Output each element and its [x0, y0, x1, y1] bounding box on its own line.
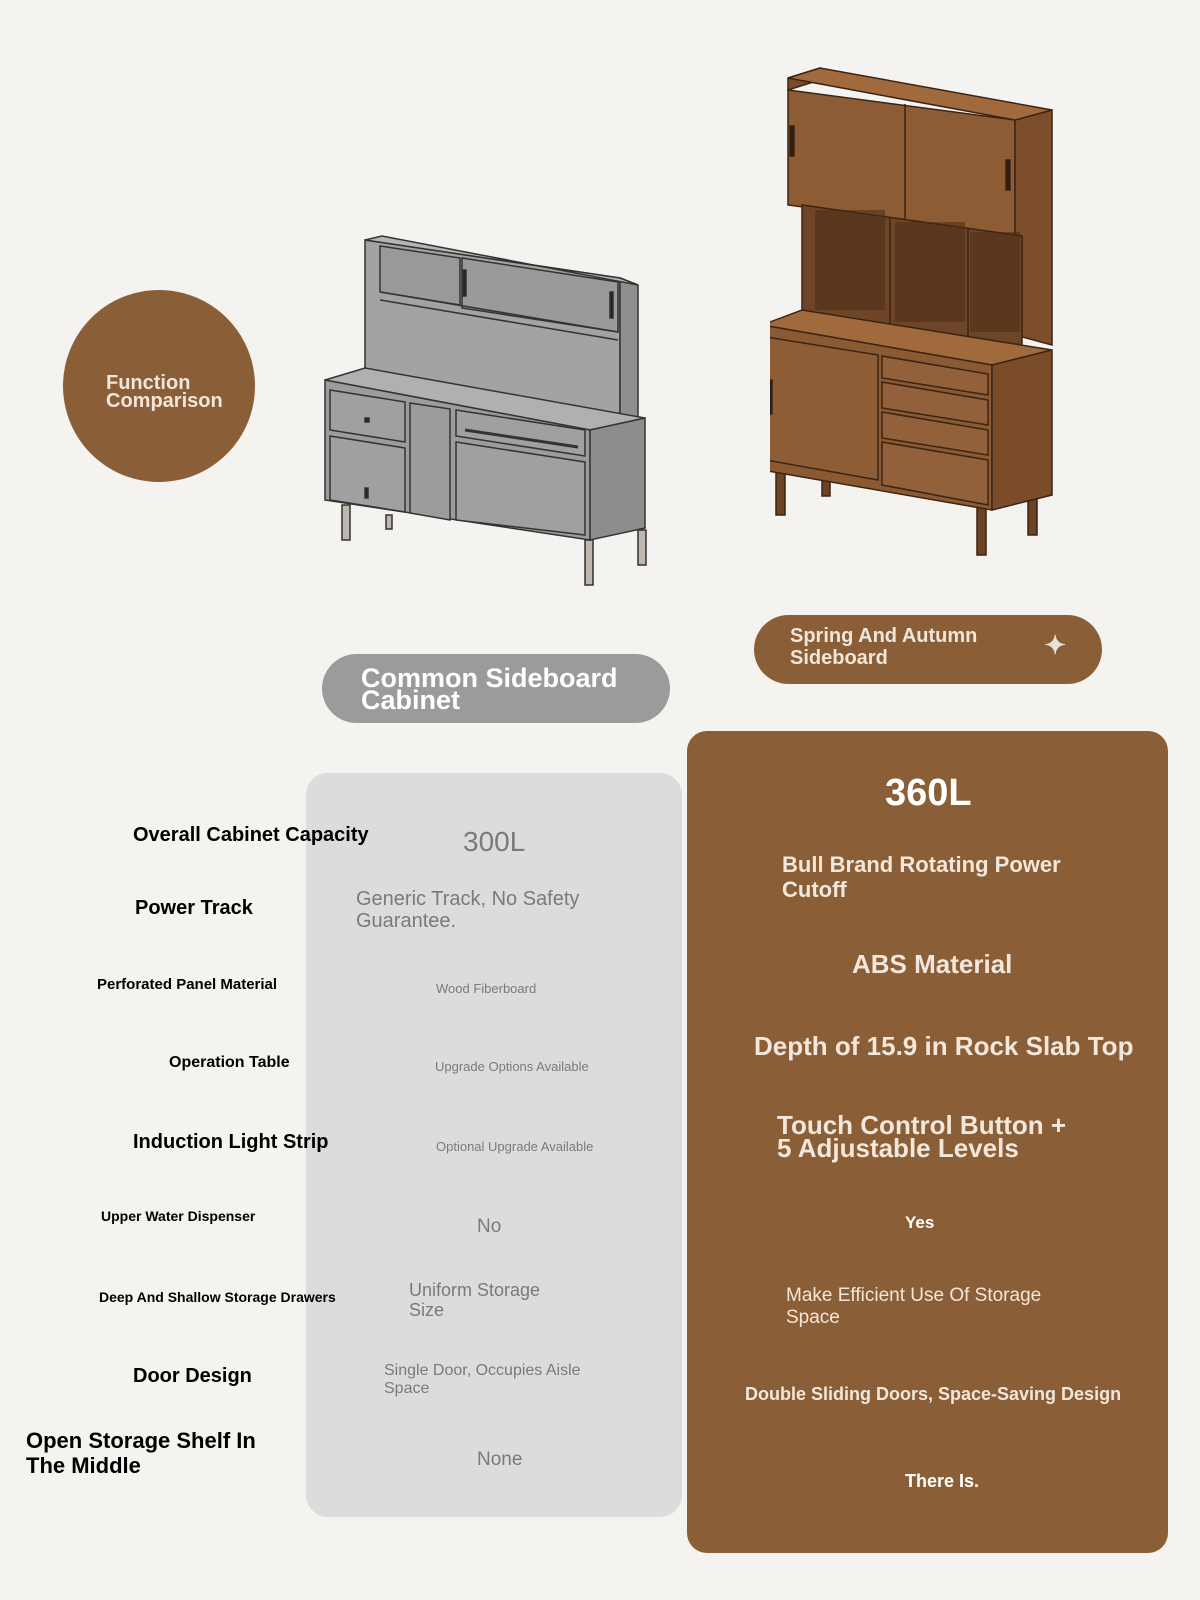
feature-label: Deep And Shallow Storage Drawers — [99, 1289, 336, 1305]
common-value: Optional Upgrade Available — [436, 1139, 594, 1154]
common-value: Wood Fiberboard — [436, 981, 537, 996]
common-sideboard-image — [320, 230, 670, 595]
spring-pill-line-2: Sideboard — [790, 647, 888, 669]
badge-line-2: Comparison — [106, 390, 223, 412]
badge-line-1: Function — [106, 372, 191, 394]
spring-value: Double Sliding Doors, Space-Saving Design — [745, 1384, 1122, 1404]
common-value: Upgrade Options Available — [435, 1059, 589, 1074]
common-value: No — [477, 1216, 502, 1237]
cursor-icon: ✦ — [1044, 630, 1066, 660]
function-comparison-badge — [63, 290, 255, 482]
feature-label: Door Design — [133, 1365, 252, 1387]
spring-pill-line-1: Spring And Autumn — [790, 625, 978, 647]
spring-value: Yes — [905, 1213, 935, 1232]
spring-autumn-pill — [754, 615, 1102, 684]
spring-value: There Is. — [905, 1471, 980, 1491]
feature-label: Upper Water Dispenser — [101, 1208, 256, 1224]
feature-label: Induction Light Strip — [133, 1131, 329, 1153]
spring-value: Touch Control Button + 5 Adjustable Levels — [777, 1110, 1067, 1163]
common-value: Generic Track, No Safety Guarantee. — [356, 888, 580, 932]
feature-label: Perforated Panel Material — [97, 976, 278, 993]
spring-autumn-sideboard-image — [770, 60, 1080, 575]
common-pill-line-2: Cabinet — [361, 685, 461, 715]
common-value: Uniform Storage Size — [409, 1280, 541, 1320]
common-pill-line-1: Common Sideboard — [361, 663, 618, 693]
common-sideboard-pill — [322, 654, 670, 723]
spring-value: Make Efficient Use Of Storage Space — [786, 1285, 1042, 1328]
feature-label: Overall Cabinet Capacity — [133, 824, 369, 846]
spring-value: Depth of 15.9 in Rock Slab Top — [754, 1031, 1134, 1061]
common-value: None — [477, 1449, 523, 1470]
common-value: 300L — [463, 826, 526, 857]
feature-label: Open Storage Shelf In The Middle — [26, 1428, 256, 1478]
common-value: Single Door, Occupies Aisle Space — [384, 1362, 581, 1397]
spring-value: Bull Brand Rotating Power Cutoff — [782, 852, 1061, 902]
spring-value: ABS Material — [852, 949, 1013, 979]
spring-value: 360L — [885, 772, 972, 814]
feature-label: Power Track — [135, 897, 253, 919]
feature-label: Operation Table — [169, 1054, 290, 1071]
